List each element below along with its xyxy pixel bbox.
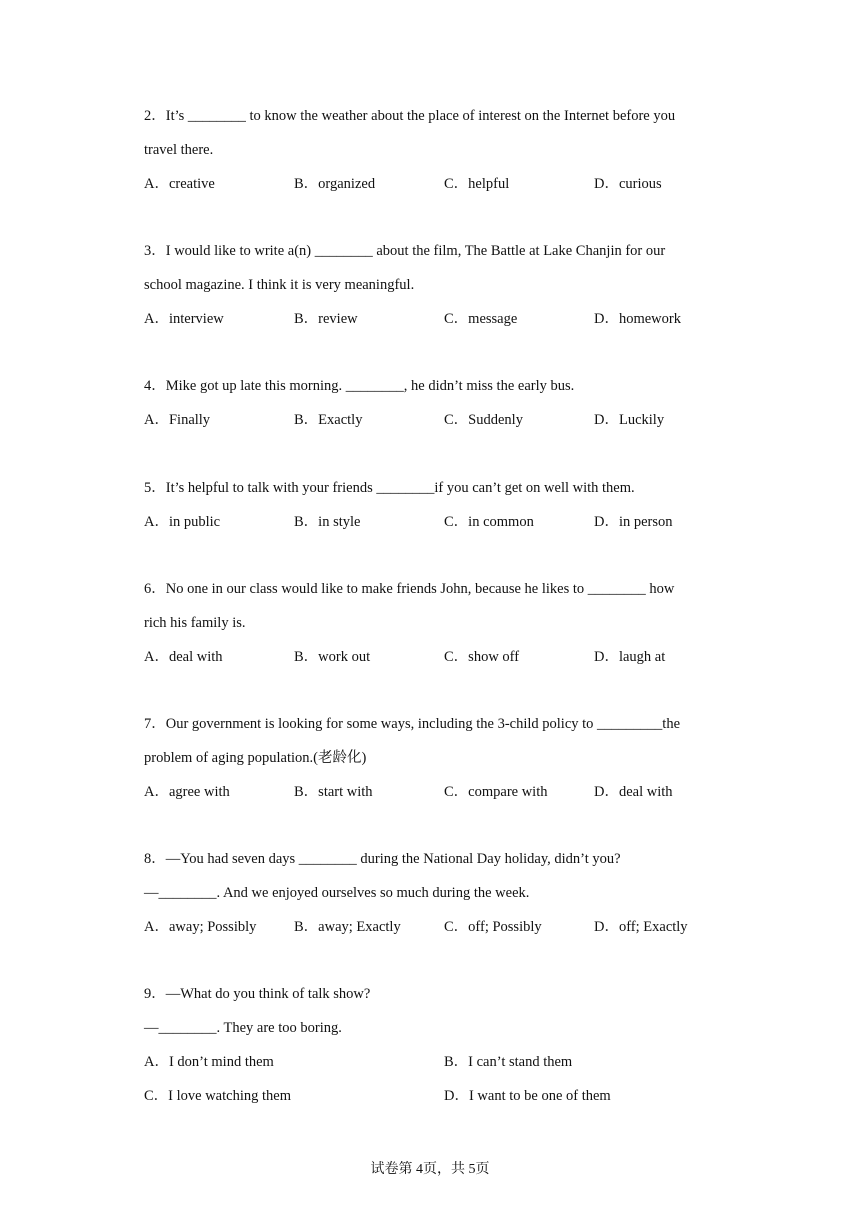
question-5 (144, 471, 724, 539)
option-a: A．Finally (144, 412, 211, 428)
question-stem: 2．It’s ________ to know the weather about the place of interest on the Internet before you (144, 108, 676, 124)
question-4 (144, 369, 724, 437)
option-c: C．off; Possibly (444, 919, 542, 935)
options-row (144, 1045, 724, 1079)
option-b: B．in style (294, 514, 361, 530)
option-a: A．interview (144, 311, 224, 327)
options-row (144, 910, 724, 944)
option-c: C．show off (444, 649, 520, 665)
option-d: D．off; Exactly (594, 919, 688, 935)
option-c: C．compare with (444, 784, 548, 800)
question-stem: school magazine. I think it is very meaningful. (144, 277, 415, 293)
question-stem: 5．It’s helpful to talk with your friends ________if you can’t get on well with them. (144, 480, 635, 496)
question-8 (144, 842, 724, 944)
page-footer: 试卷第 4页，共 5页 (370, 1162, 490, 1177)
question-stem: 7．Our government is looking for some ways, including the 3-child policy to _________the (144, 716, 681, 732)
question-stem: 9．—What do you think of talk show? (144, 986, 371, 1002)
option-a: A．creative (144, 176, 215, 192)
option-c: C．in common (444, 514, 534, 530)
option-b: B．review (294, 311, 358, 327)
options-row (144, 1079, 724, 1113)
question-stem: problem of aging population.(老龄化) (144, 750, 367, 766)
option-d: D．in person (594, 514, 673, 530)
question-3 (144, 234, 724, 336)
options-row (144, 403, 724, 437)
option-a: A．in public (144, 514, 221, 530)
option-c: C．I love watching them (144, 1088, 291, 1104)
question-6 (144, 572, 724, 674)
question-stem: rich his family is. (144, 615, 246, 631)
option-a: A．deal with (144, 649, 223, 665)
option-a: A．agree with (144, 784, 230, 800)
question-stem: 6．No one in our class would like to make friends John, because he likes to ________ how (144, 581, 675, 597)
option-d: D．deal with (594, 784, 673, 800)
option-b: B．I can’t stand them (444, 1054, 573, 1070)
option-b: B．start with (294, 784, 373, 800)
options-row (144, 775, 724, 809)
option-c: C．helpful (444, 176, 510, 192)
option-a: A．away; Possibly (144, 919, 257, 935)
question-stem: 8．—You had seven days ________ during the National Day holiday, didn’t you? (144, 851, 621, 867)
question-stem: 3．I would like to write a(n) ________ about the film, The Battle at Lake Chanjin for our (144, 243, 666, 259)
option-d: D．Luckily (594, 412, 665, 428)
option-c: C．message (444, 311, 518, 327)
option-c: C．Suddenly (444, 412, 523, 428)
question-7 (144, 707, 724, 809)
question-stem: —________. And we enjoyed ourselves so much during the week. (144, 885, 530, 901)
question-stem: travel there. (144, 142, 214, 158)
option-d: D．homework (594, 311, 681, 327)
option-b: B．organized (294, 176, 376, 192)
option-d: D．I want to be one of them (444, 1088, 611, 1104)
question-2 (144, 99, 724, 201)
options-row (144, 505, 724, 539)
option-d: D．laugh at (594, 649, 666, 665)
option-b: B．away; Exactly (294, 919, 401, 935)
options-row (144, 640, 724, 674)
option-a: A．I don’t mind them (144, 1054, 274, 1070)
options-row (144, 167, 724, 201)
options-row (144, 302, 724, 336)
question-9 (144, 977, 724, 1113)
option-b: B．Exactly (294, 412, 363, 428)
question-stem: 4．Mike got up late this morning. ________, he didn’t miss the early bus. (144, 378, 575, 394)
question-stem: —________. They are too boring. (144, 1020, 342, 1036)
option-b: B．work out (294, 649, 371, 665)
option-d: D．curious (594, 176, 662, 192)
